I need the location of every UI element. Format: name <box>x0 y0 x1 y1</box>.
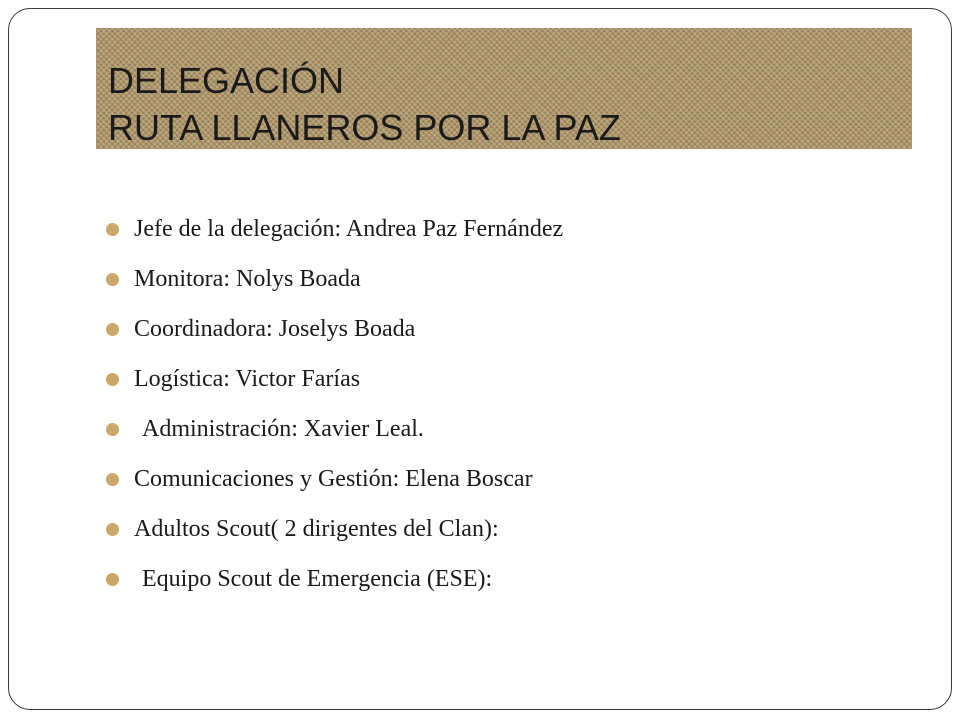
bullet-text: Administración: Xavier Leal. <box>142 416 424 442</box>
bullet-dot-icon <box>106 373 119 386</box>
slide-title-line-1: DELEGACIÓN <box>108 60 345 101</box>
slide-title-line-2: RUTA LLANEROS POR LA PAZ <box>108 107 621 148</box>
bullet-dot-icon <box>106 573 119 586</box>
bullet-text: Equipo Scout de Emergencia (ESE): <box>142 566 493 592</box>
bullet-dot-icon <box>106 323 119 336</box>
bullet-text: Comunicaciones y Gestión: Elena Boscar <box>134 466 533 492</box>
bullet-text: Coordinadora: Joselys Boada <box>134 316 416 342</box>
bullet-text: Logística: Victor Farías <box>134 366 361 392</box>
title-banner <box>96 28 912 149</box>
bullet-dot-icon <box>106 423 119 436</box>
bullet-dot-icon <box>106 273 119 286</box>
bullet-dot-icon <box>106 473 119 486</box>
bullet-text: Adultos Scout( 2 dirigentes del Clan): <box>134 516 499 542</box>
bullet-text: Monitora: Nolys Boada <box>134 266 361 292</box>
bullet-dot-icon <box>106 523 119 536</box>
bullet-text: Jefe de la delegación: Andrea Paz Fernández <box>134 216 564 242</box>
bullet-dot-icon <box>106 223 119 236</box>
